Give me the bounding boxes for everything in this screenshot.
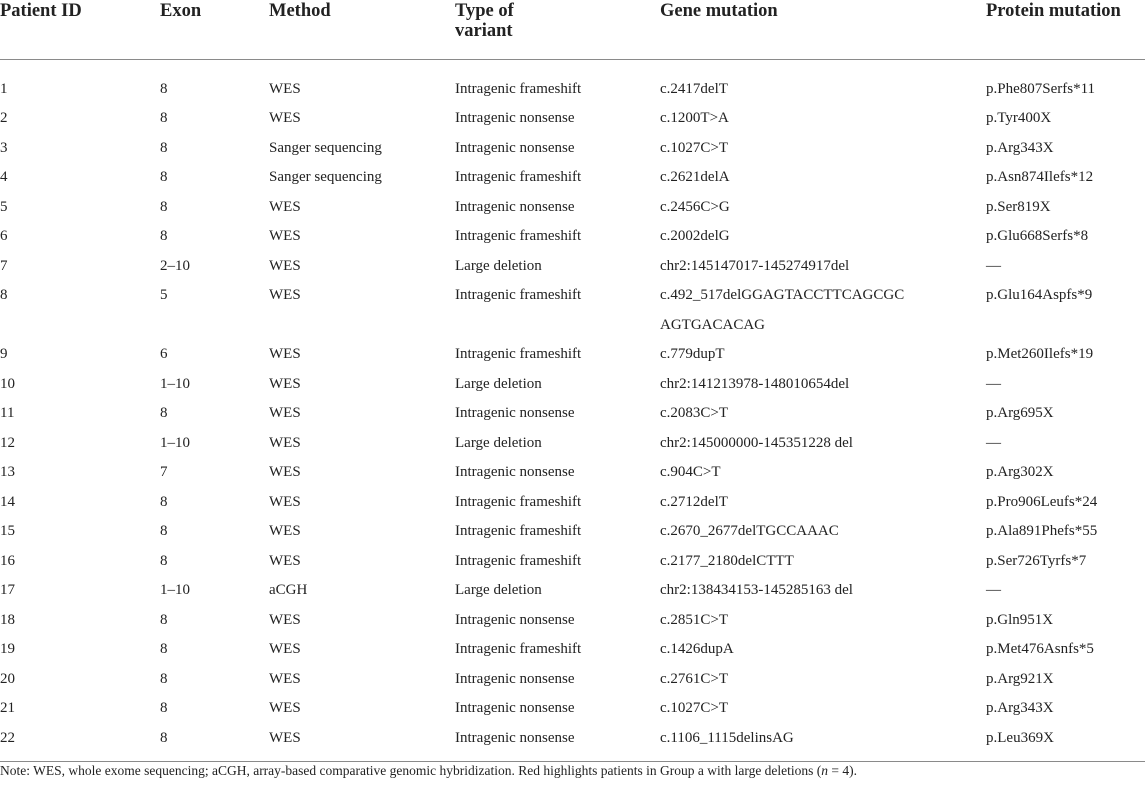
cell-protein-mutation: p.Pro906Leufs*24 bbox=[986, 493, 1098, 510]
cell-protein-mutation: p.Arg695X bbox=[986, 405, 1054, 421]
footnote-n-symbol: n bbox=[821, 763, 829, 778]
cell-gene-mutation bbox=[660, 429, 986, 459]
cell-patient-id: 8 bbox=[0, 287, 8, 303]
cell-patient-id: 3 bbox=[0, 139, 8, 156]
cell-exon: 8 bbox=[160, 523, 168, 539]
gene-mutation-line: c.2002delG bbox=[660, 228, 730, 244]
cell-method: WES bbox=[269, 434, 301, 451]
cell-type-of-variant: Intragenic frameshift bbox=[455, 493, 582, 510]
cell-method: aCGH bbox=[269, 582, 308, 598]
cell-patient-id: 20 bbox=[0, 670, 15, 687]
cell-protein-mutation: p.Met260Ilefs*19 bbox=[986, 346, 1094, 362]
cell-protein-mutation: p.Gln951X bbox=[986, 611, 1054, 628]
cell-patient-id: 22 bbox=[0, 729, 15, 746]
cell-gene-mutation bbox=[660, 724, 986, 762]
table-row bbox=[0, 576, 1145, 606]
cell-method: WES bbox=[269, 375, 301, 392]
cell-exon: 8 bbox=[160, 169, 168, 185]
header-patient-id: Patient ID bbox=[0, 0, 160, 59]
cell-type-of-variant: Intragenic nonsense bbox=[455, 405, 575, 421]
cell-patient-id: 14 bbox=[0, 493, 15, 510]
gene-mutation-line: c.2417delT bbox=[660, 80, 728, 97]
cell-type-of-variant: Large deletion bbox=[455, 375, 542, 392]
header-method: Method bbox=[269, 0, 455, 59]
cell-type-of-variant: Intragenic nonsense bbox=[455, 670, 575, 687]
cell-protein-mutation: p.Glu164Aspfs*9 bbox=[986, 287, 1093, 303]
cell-type-of-variant: Intragenic nonsense bbox=[455, 611, 575, 628]
cell-type-of-variant: Intragenic nonsense bbox=[455, 110, 575, 126]
cell-gene-mutation bbox=[660, 576, 986, 606]
table-row bbox=[0, 635, 1145, 665]
cell-protein-mutation: p.Ser726Tyrfs*7 bbox=[986, 552, 1087, 569]
gene-mutation-line: c.1027C>T bbox=[660, 700, 729, 716]
cell-exon: 8 bbox=[160, 700, 168, 716]
cell-protein-mutation: p.Tyr400X bbox=[986, 110, 1052, 126]
cell-gene-mutation bbox=[660, 193, 986, 223]
cell-exon: 2–10 bbox=[160, 257, 190, 274]
table-row bbox=[0, 488, 1145, 518]
footnote-text-before: Note: WES, whole exome sequencing; aCGH, array-based comparative genomic hybridization. Red highlights patients in Group a with large deletions ( bbox=[0, 763, 822, 778]
cell-protein-mutation: — bbox=[986, 582, 1001, 598]
table-row bbox=[0, 517, 1145, 547]
table-row bbox=[0, 724, 1145, 762]
cell-protein-mutation: p.Ser819X bbox=[986, 198, 1051, 215]
gene-mutation-line: c.2670_2677delTGCCAAAC bbox=[660, 523, 839, 539]
gene-mutation-line: c.2177_2180delCTTT bbox=[660, 552, 794, 569]
cell-method: WES bbox=[269, 700, 301, 716]
gene-mutation-line: c.2851C>T bbox=[660, 611, 729, 628]
cell-gene-mutation bbox=[660, 606, 986, 636]
cell-exon: 8 bbox=[160, 110, 168, 126]
cell-type-of-variant: Intragenic frameshift bbox=[455, 346, 582, 362]
cell-patient-id: 1 bbox=[0, 80, 8, 97]
cell-patient-id: 10 bbox=[0, 375, 15, 392]
cell-patient-id: 4 bbox=[0, 169, 8, 185]
gene-mutation-line: c.1200T>A bbox=[660, 110, 729, 126]
cell-type-of-variant: Intragenic frameshift bbox=[455, 169, 582, 185]
table-row bbox=[0, 252, 1145, 282]
cell-method: WES bbox=[269, 670, 301, 687]
cell-method: WES bbox=[269, 405, 301, 421]
cell-patient-id: 11 bbox=[0, 405, 15, 421]
footnote-text-after: = 4). bbox=[828, 763, 858, 778]
cell-exon: 8 bbox=[160, 405, 168, 421]
cell-gene-mutation bbox=[660, 399, 986, 429]
table-header bbox=[0, 0, 1145, 59]
gene-mutation-line: chr2:145000000-145351228 del bbox=[660, 434, 853, 451]
table-footnote bbox=[0, 762, 1145, 780]
cell-patient-id: 9 bbox=[0, 346, 8, 362]
cell-type-of-variant: Intragenic nonsense bbox=[455, 464, 575, 480]
cell-type-of-variant: Intragenic nonsense bbox=[455, 198, 575, 215]
cell-type-of-variant: Intragenic nonsense bbox=[455, 729, 575, 746]
gene-mutation-line: AGTGACACAG bbox=[660, 316, 765, 333]
cell-type-of-variant: Large deletion bbox=[455, 434, 542, 451]
cell-gene-mutation bbox=[660, 222, 986, 252]
cell-type-of-variant: Intragenic frameshift bbox=[455, 287, 582, 303]
gene-mutation-line: c.1027C>T bbox=[660, 139, 729, 156]
cell-method: WES bbox=[269, 287, 301, 303]
gene-mutation-line: chr2:141213978-148010654del bbox=[660, 375, 850, 392]
header-type-of-variant-text: Type of variant bbox=[455, 1, 514, 41]
gene-mutation-line: chr2:138434153-145285163 del bbox=[660, 582, 853, 598]
gene-mutation-line: c.492_517delGGAGTACCTTCAGCGC bbox=[660, 287, 905, 303]
table-row bbox=[0, 193, 1145, 223]
cell-patient-id: 21 bbox=[0, 700, 15, 716]
cell-exon: 8 bbox=[160, 139, 168, 156]
cell-gene-mutation bbox=[660, 517, 986, 547]
cell-protein-mutation: p.Glu668Serfs*8 bbox=[986, 228, 1089, 244]
cell-exon: 8 bbox=[160, 670, 168, 687]
cell-exon: 1–10 bbox=[160, 582, 190, 598]
cell-gene-mutation bbox=[660, 163, 986, 193]
cell-method: WES bbox=[269, 523, 301, 539]
gene-mutation-line: c.779dupT bbox=[660, 346, 725, 362]
header-gene-mutation: Gene mutation bbox=[660, 0, 986, 59]
cell-type-of-variant: Intragenic nonsense bbox=[455, 700, 575, 716]
cell-exon: 8 bbox=[160, 729, 168, 746]
cell-exon: 8 bbox=[160, 80, 168, 97]
cell-protein-mutation: p.Arg343X bbox=[986, 139, 1054, 156]
cell-gene-mutation bbox=[660, 694, 986, 724]
cell-method: WES bbox=[269, 110, 301, 126]
cell-exon: 8 bbox=[160, 611, 168, 628]
cell-gene-mutation bbox=[660, 134, 986, 164]
header-row bbox=[0, 0, 1145, 59]
cell-type-of-variant: Large deletion bbox=[455, 257, 542, 274]
table-row bbox=[0, 665, 1145, 695]
cell-type-of-variant: Intragenic frameshift bbox=[455, 228, 582, 244]
cell-protein-mutation: — bbox=[986, 434, 1001, 451]
cell-patient-id: 6 bbox=[0, 228, 8, 244]
cell-type-of-variant: Intragenic nonsense bbox=[455, 139, 575, 156]
cell-gene-mutation bbox=[660, 458, 986, 488]
gene-mutation-line: c.2456C>G bbox=[660, 198, 730, 215]
header-type-of-variant bbox=[455, 0, 660, 59]
cell-exon: 1–10 bbox=[160, 434, 190, 451]
gene-mutation-line: c.1106_1115delinsAG bbox=[660, 729, 794, 746]
cell-method: Sanger sequencing bbox=[269, 139, 382, 156]
cell-method: WES bbox=[269, 611, 301, 628]
cell-exon: 8 bbox=[160, 552, 168, 569]
cell-gene-mutation bbox=[660, 281, 986, 340]
table-row bbox=[0, 59, 1145, 104]
cell-method: WES bbox=[269, 346, 301, 362]
cell-gene-mutation bbox=[660, 340, 986, 370]
cell-method: WES bbox=[269, 228, 301, 244]
cell-exon: 8 bbox=[160, 641, 168, 657]
cell-exon: 8 bbox=[160, 228, 168, 244]
cell-gene-mutation bbox=[660, 370, 986, 400]
cell-patient-id: 5 bbox=[0, 198, 8, 215]
cell-protein-mutation: p.Phe807Serfs*11 bbox=[986, 80, 1096, 97]
cell-method: WES bbox=[269, 552, 301, 569]
gene-mutation-line: c.1426dupA bbox=[660, 641, 734, 657]
cell-exon: 6 bbox=[160, 346, 168, 362]
table-row bbox=[0, 134, 1145, 164]
cell-patient-id: 18 bbox=[0, 611, 15, 628]
cell-protein-mutation: — bbox=[986, 257, 1001, 274]
cell-type-of-variant: Intragenic frameshift bbox=[455, 552, 582, 569]
gene-mutation-line: c.2083C>T bbox=[660, 405, 729, 421]
cell-patient-id: 15 bbox=[0, 523, 15, 539]
cell-protein-mutation: p.Arg343X bbox=[986, 700, 1054, 716]
cell-exon: 5 bbox=[160, 287, 168, 303]
table-row bbox=[0, 694, 1145, 724]
cell-gene-mutation bbox=[660, 547, 986, 577]
header-exon: Exon bbox=[160, 0, 269, 59]
gene-mutation-line: c.904C>T bbox=[660, 464, 721, 480]
cell-exon: 1–10 bbox=[160, 375, 190, 392]
table-row bbox=[0, 399, 1145, 429]
cell-method: WES bbox=[269, 641, 301, 657]
cell-type-of-variant: Intragenic frameshift bbox=[455, 641, 582, 657]
cell-gene-mutation bbox=[660, 59, 986, 104]
gene-mutation-line: chr2:145147017-145274917del bbox=[660, 257, 850, 274]
header-protein-mutation: Protein mutation bbox=[986, 0, 1145, 59]
table-row bbox=[0, 104, 1145, 134]
cell-patient-id: 12 bbox=[0, 434, 15, 451]
table-row bbox=[0, 547, 1145, 577]
gene-mutation-line: c.2621delA bbox=[660, 169, 730, 185]
cell-exon: 8 bbox=[160, 198, 168, 215]
cell-method: WES bbox=[269, 198, 301, 215]
cell-patient-id: 13 bbox=[0, 464, 15, 480]
table-row bbox=[0, 606, 1145, 636]
cell-method: WES bbox=[269, 464, 301, 480]
cell-exon: 7 bbox=[160, 464, 168, 480]
table-row bbox=[0, 429, 1145, 459]
table-row bbox=[0, 281, 1145, 340]
cell-gene-mutation bbox=[660, 665, 986, 695]
gene-mutation-line: c.2712delT bbox=[660, 493, 728, 510]
cell-gene-mutation bbox=[660, 104, 986, 134]
cell-protein-mutation: p.Ala891Phefs*55 bbox=[986, 523, 1098, 539]
cell-method: WES bbox=[269, 729, 301, 746]
cell-patient-id: 16 bbox=[0, 552, 15, 569]
cell-protein-mutation: p.Leu369X bbox=[986, 729, 1054, 746]
cell-exon: 8 bbox=[160, 493, 168, 510]
table-body bbox=[0, 59, 1145, 762]
cell-protein-mutation: — bbox=[986, 375, 1001, 392]
gene-mutation-line: c.2761C>T bbox=[660, 670, 729, 687]
cell-protein-mutation: p.Asn874Ilefs*12 bbox=[986, 169, 1094, 185]
cell-gene-mutation bbox=[660, 488, 986, 518]
cell-gene-mutation bbox=[660, 252, 986, 282]
cell-protein-mutation: p.Arg921X bbox=[986, 670, 1054, 687]
table-row bbox=[0, 163, 1145, 193]
cell-type-of-variant: Intragenic frameshift bbox=[455, 80, 582, 97]
table-row bbox=[0, 458, 1145, 488]
cell-method: WES bbox=[269, 257, 301, 274]
table-row bbox=[0, 222, 1145, 252]
cell-patient-id: 19 bbox=[0, 641, 15, 657]
cell-patient-id: 17 bbox=[0, 582, 15, 598]
cell-type-of-variant: Large deletion bbox=[455, 582, 542, 598]
cell-gene-mutation bbox=[660, 635, 986, 665]
cell-protein-mutation: p.Met476Asnfs*5 bbox=[986, 641, 1094, 657]
cell-method: WES bbox=[269, 493, 301, 510]
cell-protein-mutation: p.Arg302X bbox=[986, 464, 1054, 480]
cell-patient-id: 2 bbox=[0, 110, 8, 126]
table-row bbox=[0, 370, 1145, 400]
cell-method: WES bbox=[269, 80, 301, 97]
table-row bbox=[0, 340, 1145, 370]
cell-type-of-variant: Intragenic frameshift bbox=[455, 523, 582, 539]
cell-patient-id: 7 bbox=[0, 257, 8, 274]
cell-method: Sanger sequencing bbox=[269, 169, 382, 185]
